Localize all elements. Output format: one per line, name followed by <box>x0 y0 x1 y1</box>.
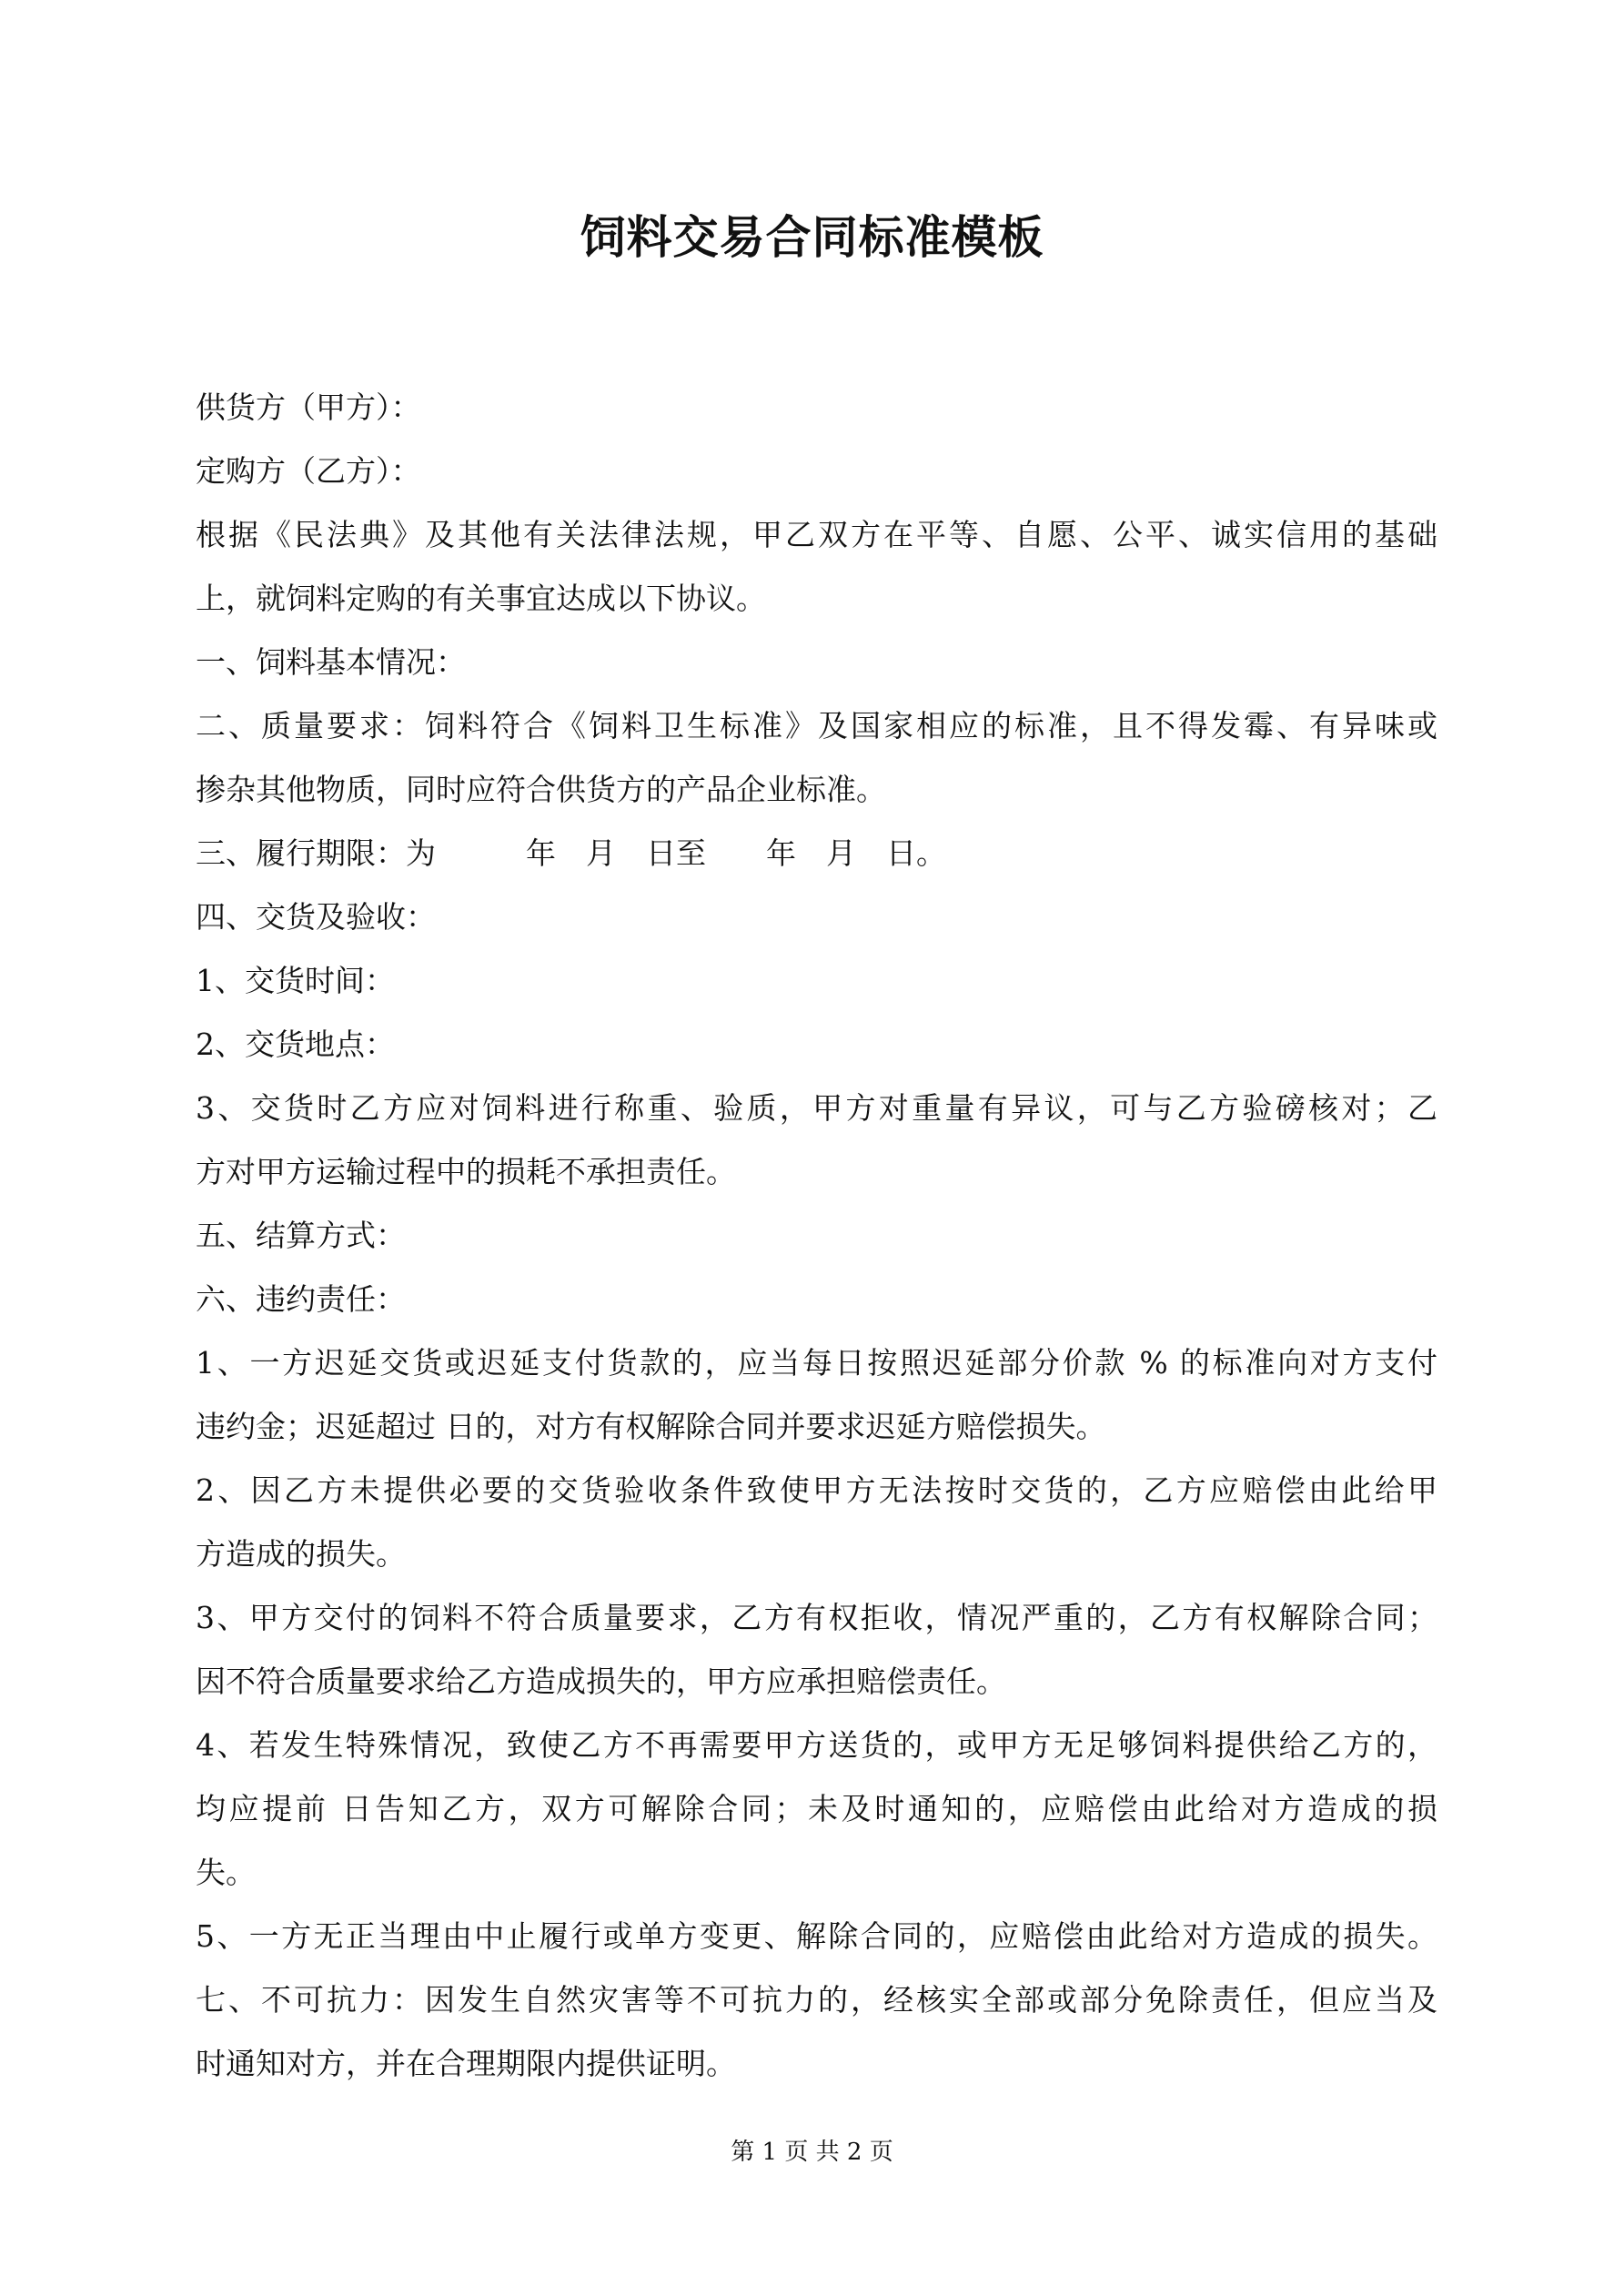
text-line: 四、交货及验收： <box>196 899 436 935</box>
text-line: 七、不可抗力：因发生自然灾害等不可抗力的，经核实全部或部分免除责任，但应当及 <box>196 1982 1437 2018</box>
text-line: 掺杂其他物质，同时应符合供货方的产品企业标准。 <box>196 772 886 807</box>
text-line: 失。 <box>196 1855 256 1890</box>
text-line: 供货方（甲方）： <box>196 389 421 425</box>
text-line: 一、饲料基本情况： <box>196 644 466 680</box>
page-number: 第 1 页 共 2 页 <box>731 2139 893 2166</box>
document-title: 饲料交易合同标准模板 <box>580 211 1044 264</box>
text-line: 定购方（乙方）： <box>196 453 421 489</box>
text-line: 因不符合质量要求给乙方造成损失的，甲方应承担赔偿责任。 <box>196 1664 1006 1699</box>
text-line: 三、履行期限：为 年 月 日至 年 月 日。 <box>196 835 946 871</box>
text-line: 二、质量要求：饲料符合《饲料卫生标准》及国家相应的标准，且不得发霉、有异味或 <box>196 708 1437 743</box>
text-line: 2、交货地点： <box>196 1027 395 1062</box>
text-line: 方对甲方运输过程中的损耗不承担责任。 <box>196 1154 736 1189</box>
text-line: 均应提前 日告知乙方，双方可解除合同；未及时通知的，应赔偿由此给对方造成的损 <box>196 1791 1437 1826</box>
text-line: 六、违约责任： <box>196 1281 406 1317</box>
text-line: 时通知对方，并在合理期限内提供证明。 <box>196 2046 736 2081</box>
text-line: 3、交货时乙方应对饲料进行称重、验质，甲方对重量有异议，可与乙方验磅核对；乙 <box>196 1090 1437 1126</box>
text-line: 1、交货时间： <box>196 963 395 998</box>
contract-body <box>196 376 1437 2096</box>
text-line: 上，就饲料定购的有关事宜达成以下协议。 <box>196 581 766 616</box>
text-line: 违约金；迟延超过 日的，对方有权解除合同并要求迟延方赔偿损失。 <box>196 1409 1106 1444</box>
text-line: 3、甲方交付的饲料不符合质量要求，乙方有权拒收，情况严重的，乙方有权解除合同； <box>196 1600 1437 1635</box>
text-line: 根据《民法典》及其他有关法律法规，甲乙双方在平等、自愿、公平、诚实信用的基础 <box>196 517 1437 552</box>
text-line: 五、结算方式： <box>196 1218 406 1253</box>
text-line: 1、一方迟延交货或迟延支付货款的，应当每日按照迟延部分价款 % 的标准向对方支付 <box>196 1345 1437 1381</box>
text-line: 5、一方无正当理由中止履行或单方变更、解除合同的，应赔偿由此给对方造成的损失。 <box>196 1918 1437 1954</box>
text-line: 2、因乙方未提供必要的交货验收条件致使甲方无法按时交货的，乙方应赔偿由此给甲 <box>196 1472 1437 1508</box>
text-line: 4、若发生特殊情况，致使乙方不再需要甲方送货的，或甲方无足够饲料提供给乙方的， <box>196 1727 1437 1763</box>
text-line: 方造成的损失。 <box>196 1536 406 1572</box>
